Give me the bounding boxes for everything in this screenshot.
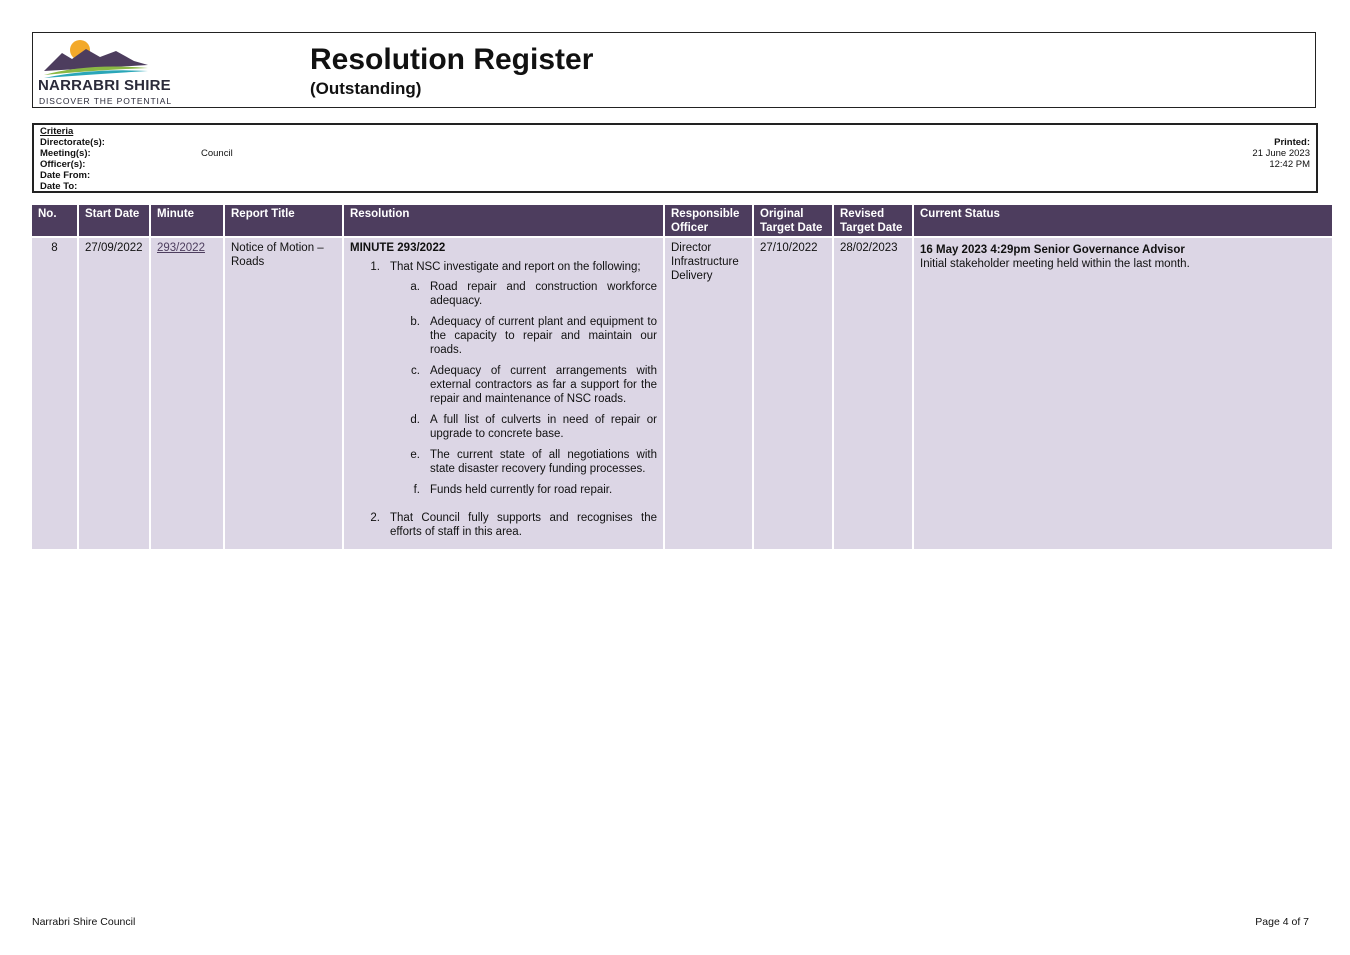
- column-header-start-date: Start Date: [78, 205, 150, 237]
- footer-organisation: Narrabri Shire Council: [32, 916, 136, 928]
- resolution-heading: MINUTE 293/2022: [350, 242, 446, 254]
- meeting-value: Council: [201, 148, 233, 159]
- list-item: [350, 260, 657, 504]
- resolution-list: [350, 260, 657, 539]
- sublist-item-text: Adequacy of current plant and equipment to the capacity to repair and maintain our roads.: [430, 316, 657, 356]
- printed-time: 12:42 PM: [1269, 159, 1310, 170]
- sublist-item-text: Adequacy of current arrangements with external contractors as far a support for the repair and maintenance of NSC roads.: [430, 365, 657, 405]
- sublist-item: [390, 364, 657, 406]
- column-header-revised-target-date: Revised Target Date: [833, 205, 913, 237]
- cell-resolution: [343, 237, 664, 549]
- list-item: [350, 511, 657, 539]
- list-item-text: [390, 260, 657, 504]
- cell-original-target-date: 27/10/2022: [753, 237, 833, 549]
- column-header-original-target-date: Original Target Date: [753, 205, 833, 237]
- officer-label: Officer(s):: [40, 159, 86, 170]
- meeting-label: Meeting(s):: [40, 148, 91, 159]
- list-item-number: 2.: [370, 512, 380, 524]
- report-header: [32, 32, 1316, 108]
- sublist-item-letter: a.: [410, 281, 420, 293]
- page-subtitle: (Outstanding): [310, 79, 422, 98]
- page-title: Resolution Register: [310, 43, 594, 76]
- footer-page-number: Page 4 of 7: [1255, 916, 1309, 928]
- cell-revised-target-date: 28/02/2023: [833, 237, 913, 549]
- cell-start-date: 27/09/2022: [78, 237, 150, 549]
- sublist-item-letter: e.: [410, 449, 420, 461]
- sublist-item-letter: c.: [411, 365, 420, 377]
- cell-responsible-officer: Director Infrastructure Delivery: [664, 237, 753, 549]
- resolution-sublist: [390, 280, 657, 497]
- logo-tagline: DISCOVER THE POTENTIAL: [39, 96, 172, 106]
- sublist-item: [390, 280, 657, 308]
- sublist-item-text: The current state of all negotiations with state disaster recovery funding processes.: [430, 449, 657, 475]
- logo-wordmark: NARRABRI SHIRE: [38, 77, 171, 94]
- table-row: [32, 237, 1332, 549]
- resolution-table: [32, 205, 1332, 549]
- criteria-panel: [32, 123, 1318, 193]
- sublist-item: [390, 413, 657, 441]
- column-header-resolution: Resolution: [343, 205, 664, 237]
- list-item-number: 1.: [370, 261, 380, 273]
- cell-no: 8: [32, 237, 78, 549]
- printed-date: 21 June 2023: [1252, 148, 1310, 159]
- column-header-report-title: Report Title: [224, 205, 343, 237]
- sublist-item: [390, 483, 657, 497]
- sublist-item-text: Road repair and construction workforce adequacy.: [430, 281, 657, 307]
- sublist-item-letter: d.: [410, 414, 420, 426]
- status-text: Initial stakeholder meeting held within the last month.: [920, 258, 1190, 270]
- column-header-no: No.: [32, 205, 78, 237]
- cell-minute: [150, 237, 224, 549]
- directorate-label: Directorate(s):: [40, 137, 105, 148]
- sublist-item-letter: f.: [413, 484, 420, 496]
- minute-link[interactable]: 293/2022: [157, 242, 205, 254]
- list-item-text-value: That NSC investigate and report on the following;: [390, 261, 641, 273]
- sublist-item-text: Funds held currently for road repair.: [430, 484, 613, 496]
- cell-current-status: [913, 237, 1332, 549]
- status-heading: 16 May 2023 4:29pm Senior Governance Advisor: [920, 244, 1185, 256]
- date-to-label: Date To:: [40, 181, 78, 192]
- criteria-heading: Criteria: [40, 126, 74, 137]
- sublist-item-letter: b.: [410, 316, 420, 328]
- sublist-item: [390, 448, 657, 476]
- cell-report-title: Notice of Motion – Roads: [224, 237, 343, 549]
- sublist-item: [390, 315, 657, 357]
- printed-info: [1252, 137, 1310, 170]
- list-item-text: That Council fully supports and recognises the efforts of staff in this area.: [390, 512, 657, 538]
- column-header-responsible-officer: Responsible Officer: [664, 205, 753, 237]
- column-header-minute: Minute: [150, 205, 224, 237]
- sublist-item-text: A full list of culverts in need of repair or upgrade to concrete base.: [430, 414, 657, 440]
- date-from-label: Date From:: [40, 170, 91, 181]
- column-header-current-status: Current Status: [913, 205, 1332, 237]
- printed-label: Printed:: [1274, 137, 1310, 148]
- table-header-row: [32, 205, 1332, 237]
